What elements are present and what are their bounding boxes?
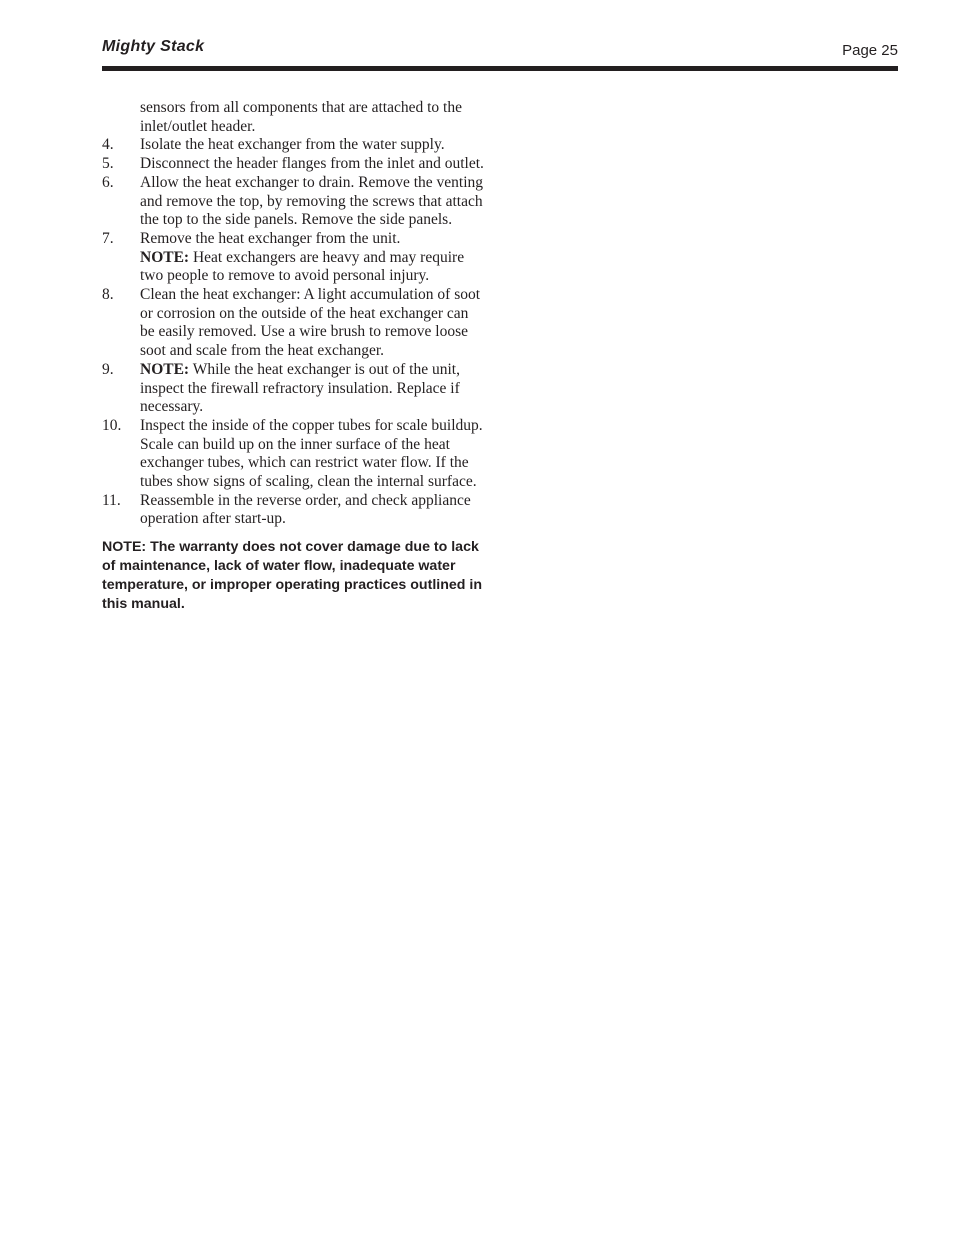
item-number: 4.: [102, 136, 114, 154]
list-item: [102, 492, 484, 529]
continuation-text: sensors from all components that are attached to the inlet/outlet header.: [140, 99, 462, 135]
item-number: 8.: [102, 286, 114, 304]
item-text: Remove the heat exchanger from the unit.: [140, 229, 401, 247]
note-label: NOTE:: [140, 248, 190, 266]
item-text: While the heat exchanger is out of the unit, inspect the firewall refractory insulation. Replace if necessary.: [140, 360, 460, 416]
item-number: 10.: [102, 416, 122, 434]
item-text: Inspect the inside of the copper tubes for scale buildup. Scale can build up on the inner surface of the heat exchanger tubes, which can restrict water flow. If the tubes show signs of scaling, clean the internal surface.: [140, 416, 483, 491]
item-text: Isolate the heat exchanger from the water supply.: [140, 136, 445, 154]
item-text: Disconnect the header flanges from the inlet and outlet.: [140, 155, 484, 173]
text-column: [102, 99, 484, 614]
item-text: Reassemble in the reverse order, and check appliance operation after start-up.: [140, 491, 471, 528]
item-number: 7.: [102, 229, 114, 247]
list-item: [102, 174, 484, 230]
note-label: NOTE:: [140, 360, 190, 378]
list-item: [102, 417, 484, 492]
list-item: [102, 361, 484, 417]
list-item-continuation: [102, 99, 484, 136]
item-text: Allow the heat exchanger to drain. Remove the venting and remove the top, by removing the screws that attach the top to the side panels. Remove the side panels.: [140, 173, 484, 229]
item-number: 5.: [102, 155, 114, 173]
list-item: [102, 230, 484, 286]
warranty-note: NOTE: The warranty does not cover damage due to lack of maintenance, lack of water flow, inadequate water temperature, or improper operating practices outlined in this manual.: [102, 539, 482, 613]
item-number: 9.: [102, 360, 114, 378]
item-number: 6.: [102, 173, 114, 191]
list-item: [102, 136, 484, 155]
note-text: Heat exchangers are heavy and may require two people to remove to avoid personal injury.: [140, 248, 465, 285]
list-item: [102, 155, 484, 174]
document-brand-title: Mighty Stack: [102, 38, 205, 55]
page-number: Page 25: [842, 42, 898, 59]
item-text: Clean the heat exchanger: A light accumulation of soot or corrosion on the outside of the heat exchanger can be easily removed. Use a wire brush to remove loose soot and scale from the heat exchanger.: [140, 286, 481, 360]
item-number: 11.: [102, 491, 121, 509]
list-item: [102, 286, 484, 361]
header-divider: [102, 66, 898, 71]
